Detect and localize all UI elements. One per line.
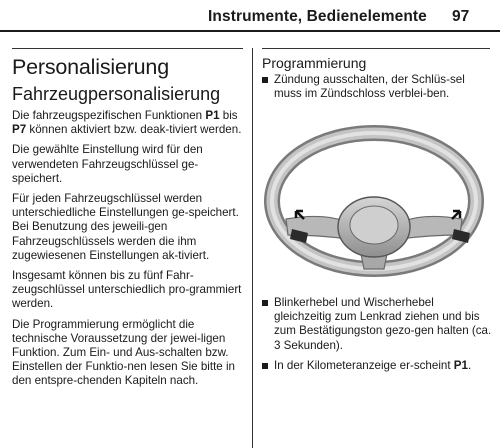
bullet-levers [262, 296, 494, 353]
steering-wheel-icon [262, 123, 494, 283]
bullet-square [262, 300, 268, 306]
left-column [12, 52, 248, 395]
instruction-bullets [262, 296, 494, 379]
column-divider [252, 48, 253, 448]
bullet-square [262, 363, 268, 369]
bullet-text: Blinkerhebel und Wischerhebel gleichzeitig zum Lenkrad ziehen und bis zum Bestätigungston gezo-gen halten (ca. 3 Sekunden). [274, 296, 492, 352]
bullet-text: In der Kilometeranzeige er-scheint [274, 358, 454, 372]
bullet-text: Zündung ausschalten, der Schlüs-sel muss im Zündschloss verblei-ben. [274, 73, 465, 101]
bullet-ignition [262, 73, 494, 101]
sub-heading: Fahrzeugpersonalisierung [12, 84, 221, 104]
text-run: bis [219, 109, 238, 122]
paragraph-five-keys: Insgesamt können bis zu fünf Fahr-zeugschlüssel unterschiedlich pro-grammiert werden. [12, 269, 242, 311]
bullet-text: . [467, 358, 472, 372]
paragraph-functions [12, 109, 248, 137]
right-column-rule [262, 48, 490, 49]
bullet-square [262, 77, 268, 83]
text-run: Die fahrzeugspezifischen Funktionen [12, 109, 206, 122]
steering-wheel-illustration [262, 123, 494, 283]
paragraph-saved: Die gewählte Einstellung wird für den verwendeten Fahrzeugschlüssel ge-speichert. [12, 143, 203, 185]
function-code: P1 [453, 358, 468, 372]
paragraph-programming: Die Programmierung ermöglicht die technische Voraussetzung der jewei-ligen Funktion. Zum Ein- und Aus-schalten bzw. Einstellen der Funktio-nen lesen Sie bitte in den entspre-chenden Kapiteln nach. [12, 317, 235, 388]
right-column [262, 52, 494, 101]
function-code: P1 [205, 109, 220, 122]
function-code: P7 [12, 123, 27, 137]
text-run: können aktiviert bzw. deak-tiviert werden. [26, 123, 242, 137]
bullet-display [262, 359, 494, 373]
header-rule [0, 30, 500, 32]
page-header [0, 0, 500, 34]
section-title: Instrumente, Bedienelemente [208, 8, 427, 25]
page-number: 97 [452, 8, 470, 25]
paragraph-keys: Für jeden Fahrzeugschlüssel werden unterschiedliche Einstellungen ge-speichert. Bei Benutzung des jeweili-gen Fahrzeugschlüssels werden die ihm zugewiesenen Einstellungen ak-tiviert. [12, 192, 239, 262]
main-heading: Personalisierung [12, 55, 169, 79]
programming-heading: Programmierung [262, 55, 367, 71]
left-column-rule [12, 48, 243, 49]
